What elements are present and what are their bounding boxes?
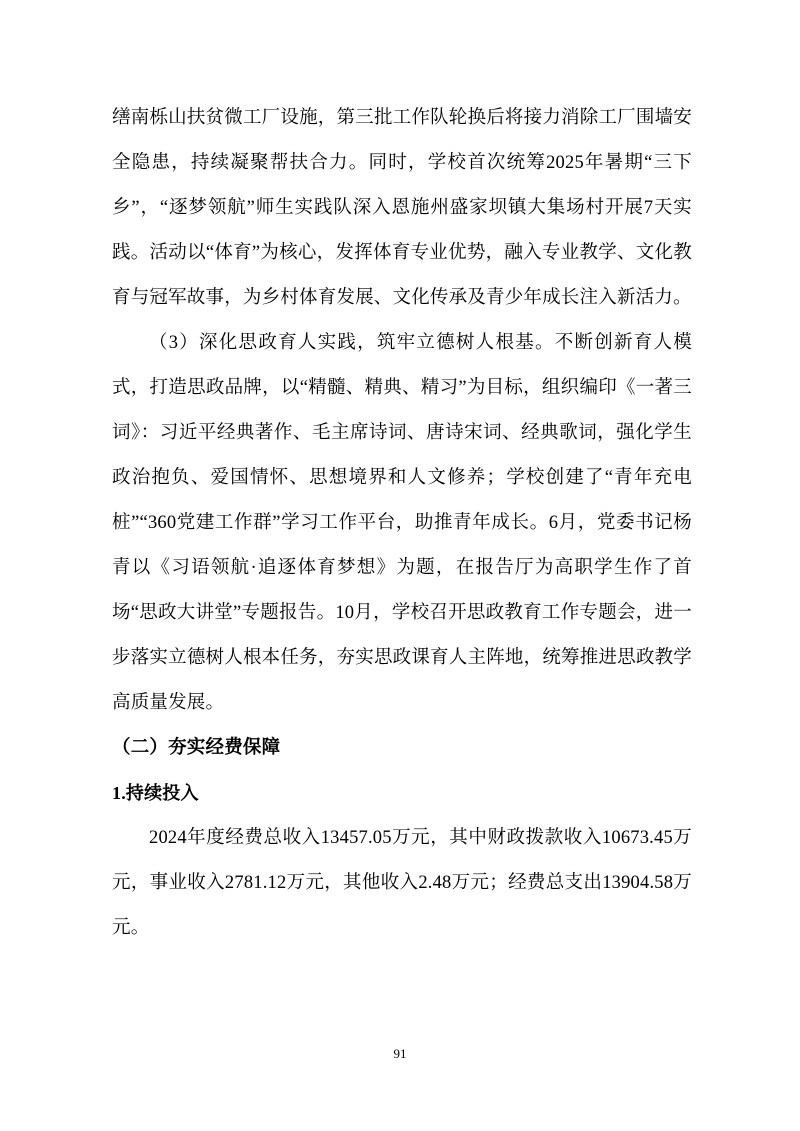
page-content <box>112 96 692 951</box>
page-number: 91 <box>393 1046 407 1061</box>
paragraph-continuation: 缮南栎山扶贫微工厂设施，第三批工作队轮换后将接力消除工厂围墙安全隐患，持续凝聚帮扶合力。同时，学校首次统筹2025年暑期“三下乡”，“逐梦领航”师生实践队深入恩施州盛家坝镇大集场村开展7天实践。活动以“体育”为核心，发挥体育专业优势，融入专业教学、文化教育与冠军故事，为乡村体育发展、文化传承及青少年成长注入新活力。 <box>112 108 692 308</box>
subsection-heading-investment: 1.持续投入 <box>112 783 199 803</box>
paragraph-item-3: （3）深化思政育人实践，筑牢立德树人根基。不断创新育人模式，打造思政品牌，以“精髓、精典、精习”为目标，组织编印《一著三词》：习近平经典著作、毛主席诗词、唐诗宋词、经典歌词，强化学生政治抱负、爱国情怀、思想境界和人文修养；学校创建了“青年充电桩”“360党建工作群”学习工作平台，助推青年成长。6月，党委书记杨青以《习语领航·追逐体育梦想》为题，在报告厅为高职学生作了首场“思政大讲堂”专题报告。10月，学校召开思政教育工作专题会，进一步落实立德树人根本任务，夯实思政课育人主阵地，统筹推进思政教学高质量发展。 <box>112 333 692 713</box>
section-heading-funding: （二）夯实经费保障 <box>112 738 281 758</box>
paragraph-funding-figures: 2024年度经费总收入13457.05万元，其中财政拨款收入10673.45万元，事业收入2781.12万元，其他收入2.48万元；经费总支出13904.58万元。 <box>112 828 692 938</box>
